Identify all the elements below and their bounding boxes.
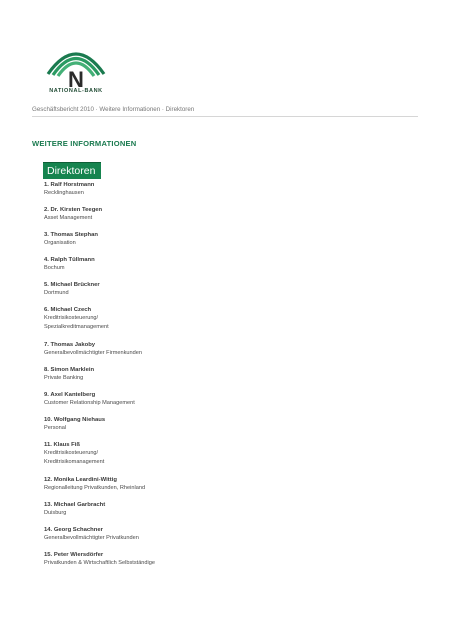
director-role: Generalbevollmächtigter Firmenkunden xyxy=(44,350,142,356)
list-item xyxy=(44,416,404,441)
director-role: Organisation xyxy=(44,240,76,246)
director-role: Privatkunden & Wirtschaftlich Selbstständige xyxy=(44,560,155,566)
logo-arcs-icon xyxy=(42,38,110,88)
director-name: 12. Monika Leardini-Wittig xyxy=(44,477,117,483)
list-item xyxy=(44,366,404,391)
list-item xyxy=(44,441,404,476)
list-item xyxy=(44,231,404,256)
list-item xyxy=(44,341,404,366)
director-name: 11. Klaus Fiß xyxy=(44,442,81,448)
list-item xyxy=(44,306,404,341)
director-name: 5. Michael Brückner xyxy=(44,282,100,288)
director-role: Kreditrisikomanagement xyxy=(44,459,105,465)
director-role: Generalbevollmächtigter Privatkunden xyxy=(44,535,139,541)
director-name: 9. Axel Kantelberg xyxy=(44,392,96,398)
director-name: 4. Ralph Tüllmann xyxy=(44,257,95,263)
directors-list xyxy=(44,181,404,576)
director-role: Kreditrisikosteuerung/ xyxy=(44,315,99,321)
director-role: Customer Relationship Management xyxy=(44,400,135,406)
list-item xyxy=(44,281,404,306)
director-name: 13. Michael Garbracht xyxy=(44,502,106,508)
list-item xyxy=(44,206,404,231)
director-role: Kreditrisikosteuerung/ xyxy=(44,450,99,456)
director-name: 8. Simon Marklein xyxy=(44,367,95,373)
list-item xyxy=(44,551,404,576)
list-item xyxy=(44,501,404,526)
header-divider xyxy=(32,116,418,117)
list-item xyxy=(44,181,404,206)
list-item xyxy=(44,391,404,416)
logo-letter-icon: N xyxy=(68,67,84,88)
director-role: Asset Management xyxy=(44,215,93,221)
list-item xyxy=(44,256,404,281)
director-name: 6. Michael Czech xyxy=(44,307,92,313)
director-name: 3. Thomas Stephan xyxy=(44,232,99,238)
director-role: Bochum xyxy=(44,265,65,271)
director-name: 7. Thomas Jakoby xyxy=(44,342,96,348)
list-item xyxy=(44,476,404,501)
director-role: Recklinghausen xyxy=(44,190,84,196)
director-name: 2. Dr. Kirsten Teegen xyxy=(44,207,103,213)
director-role: Duisburg xyxy=(44,510,67,516)
section-title: WEITERE INFORMATIONEN xyxy=(32,139,137,148)
director-name: 10. Wolfgang Niehaus xyxy=(44,417,106,423)
director-role: Regionalleitung Privatkunden, Rheinland xyxy=(44,485,146,491)
director-name: 15. Peter Wiersdörfer xyxy=(44,552,104,558)
page-title: Direktoren xyxy=(43,162,101,179)
breadcrumb[interactable]: Geschäftsbericht 2010 · Weitere Informationen · Direktoren xyxy=(32,106,195,113)
director-name: 14. Georg Schachner xyxy=(44,527,103,533)
director-role: Spezialkreditmanagement xyxy=(44,324,109,330)
director-role: Dortmund xyxy=(44,290,69,296)
director-role: Private Banking xyxy=(44,375,84,381)
director-name: 1. Ralf Horstmann xyxy=(44,182,95,188)
list-item xyxy=(44,526,404,551)
logo-wordmark: NATIONAL-BANK xyxy=(49,88,103,94)
bank-logo xyxy=(42,38,110,94)
director-role: Personal xyxy=(44,425,67,431)
